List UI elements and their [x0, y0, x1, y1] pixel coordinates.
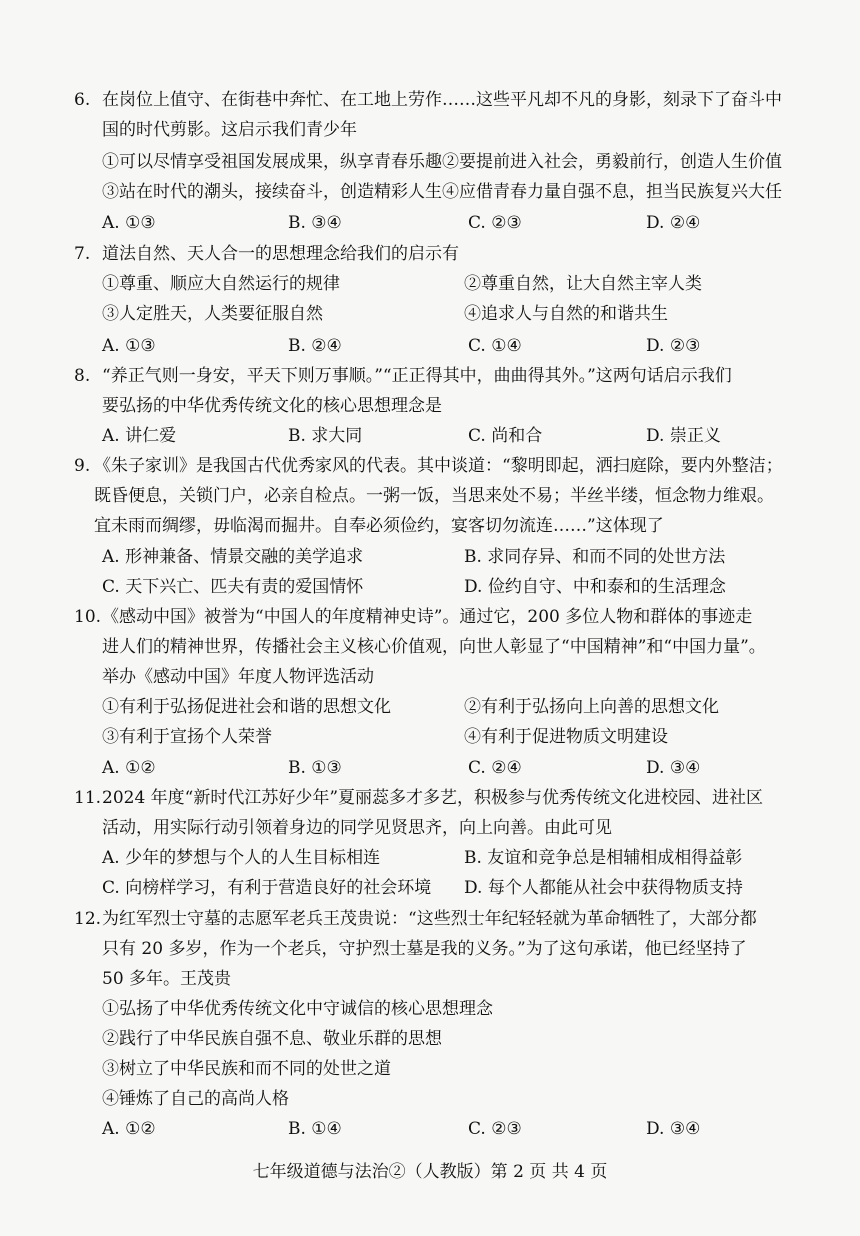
option-d: D. ②④	[646, 213, 701, 233]
option-a: A. ①②	[102, 1119, 156, 1139]
statement: ③人定胜天，人类要征服自然	[102, 304, 323, 324]
option-c: C. ②③	[468, 1119, 522, 1139]
option-b: B. 求大同	[288, 426, 363, 446]
question-number: 11.	[74, 788, 102, 808]
question-number: 8.	[74, 366, 91, 386]
exam-page: 6. 在岗位上值守、在街巷中奔忙、在工地上劳作……这些平凡却不凡的身影，刻录下了奋斗中 国的时代剪影。这启示我们青少年 ①可以尽情享受祖国发展成果，纵享青春乐趣②要提前进入社会，勇毅前行，创造人生价值 ③站在时代的潮头，接续奋斗，创造精彩人生④应借青春力量自强不息，担当民族复兴大任 A. ①③ B. ③④ C. ②③ D. ②④ 7. 道法自然、天人合一的思想理念给我们的启示有 ①尊重、顺应大自然运行的规律 ②尊重自然，让大自然主宰人类 ③人定胜天，人类要征服自然 ④追求人与自然的和谐共生 A. ①③ B. ②④ C. ①④ D. ②③ 8. “养正气则一身安，平天下则万事顺。”“正正得其中，曲曲得其外。”这两句话启示我们 要弘扬的中华优秀传统文化的核心思想理念是 A. 讲仁爱 B. 求大同 C. 尚和合 D. 崇正义 9. 《朱子家训》是我国古代优秀家风的代表。其中谈道：“黎明即起，洒扫庭除，要内外整洁； 既昏便息，关锁门户，必亲自检点。一粥一饭，当思来处不易；半丝半缕，恒念物力维艰。 宜未雨而绸缪，毋临渴而掘井。自奉必须俭约，宴客切勿流连……”这体现了 A. 形神兼备、情景交融的美学追求 B. 求同存异、和而不同的处世方法 C. 天下兴亡、匹夫有责的爱国情怀 D. 俭约自守、中和泰和的生活理念 10. 《感动中国》被誉为“中国人的年度精神史诗”。通过它，200 多位人物和群体的事迹走 进人们的精神世界，传播社会主义核心价值观，向世人彰显了“中国精神”和“中国力量”。 举办《感动中国》年度人物评选活动 ①有利于弘扬促进社会和谐的思想文化 ②有利于弘扬向上向善的思想文化 ③有利于宣扬个人荣誉 ④有利于促进物质文明建设 A. ①② B. ①③ C. ②④ D. ③④ 11. 2024 年度“新时代江苏好少年”夏丽蕊多才多艺，积极参与优秀传统文化进校园、进社区 活动，用实际行动引领着身边的同学见贤思齐，向上向善。由此可见 A. 少年的梦想与个人的人生目标相连 B. 友谊和竞争总是相辅相成相得益彰 C. 向榜样学习，有利于营造良好的社会环境 D. 每个人都能从社会中获得物质支持 12. 为红军烈士守墓的志愿军老兵王茂贵说：“这些烈士年纪轻轻就为革命牺牲了，大部分都 只有 20 多岁，作为一个老兵，守护烈士墓是我的义务。”为了这句承诺，他已经坚持了 50 多年。王茂贵 ①弘扬了中华优秀传统文化中守诚信的核心思想理念 ②践行了中华民族自强不息、敬业乐群的思想 ③树立了中华民族和而不同的处世之道 ④锤炼了自己的高尚人格 A. ①② B. ①④ C. ②③ D. ③④ 七年级道德与法治②（人教版）第 2 页 共 4 页	[0, 0, 860, 1236]
option-c: C. ②④	[468, 758, 522, 778]
question-number: 7.	[74, 244, 91, 264]
option-b: B. 求同存异、和而不同的处世方法	[464, 547, 726, 567]
statement: ②有利于弘扬向上向善的思想文化	[464, 697, 719, 717]
option-b: B. ①③	[288, 758, 342, 778]
option-a: A. ①③	[102, 336, 156, 356]
option-b: B. ③④	[288, 213, 342, 233]
statement: ④有利于促进物质文明建设	[464, 727, 668, 747]
option-d: D. ③④	[646, 758, 701, 778]
statement: ①尊重、顺应大自然运行的规律	[102, 274, 340, 294]
option-c: C. 天下兴亡、匹夫有责的爱国情怀	[102, 577, 364, 597]
option-a: A. ①③	[102, 213, 156, 233]
option-c: C. 向榜样学习，有利于营造良好的社会环境	[102, 878, 432, 898]
statement: ③有利于宣扬个人荣誉	[102, 727, 272, 747]
option-d: D. 崇正义	[646, 426, 721, 446]
option-b: B. 友谊和竞争总是相辅相成相得益彰	[464, 848, 743, 868]
option-a: A. 少年的梦想与个人的人生目标相连	[102, 848, 381, 868]
option-d: D. ③④	[646, 1119, 701, 1139]
option-d: D. 每个人都能从社会中获得物质支持	[464, 878, 743, 898]
option-c: C. ①④	[468, 336, 522, 356]
option-c: C. ②③	[468, 213, 522, 233]
statement: ④追求人与自然的和谐共生	[464, 304, 668, 324]
option-a: A. 形神兼备、情景交融的美学追求	[102, 547, 364, 567]
option-a: A. 讲仁爱	[102, 426, 177, 446]
question-number: 6.	[74, 90, 91, 110]
statement: ①有利于弘扬促进社会和谐的思想文化	[102, 697, 391, 717]
question-number: 10.	[74, 607, 102, 627]
page-footer: 七年级道德与法治②（人教版）第 2 页 共 4 页	[252, 1162, 608, 1182]
question-number: 9.	[74, 456, 91, 476]
option-b: B. ②④	[288, 336, 342, 356]
option-d: D. ②③	[646, 336, 701, 356]
option-b: B. ①④	[288, 1119, 342, 1139]
option-a: A. ①②	[102, 758, 156, 778]
statement: ②尊重自然，让大自然主宰人类	[464, 274, 702, 294]
option-c: C. 尚和合	[468, 426, 543, 446]
question-number: 12.	[74, 909, 102, 929]
option-d: D. 俭约自守、中和泰和的生活理念	[464, 577, 726, 597]
